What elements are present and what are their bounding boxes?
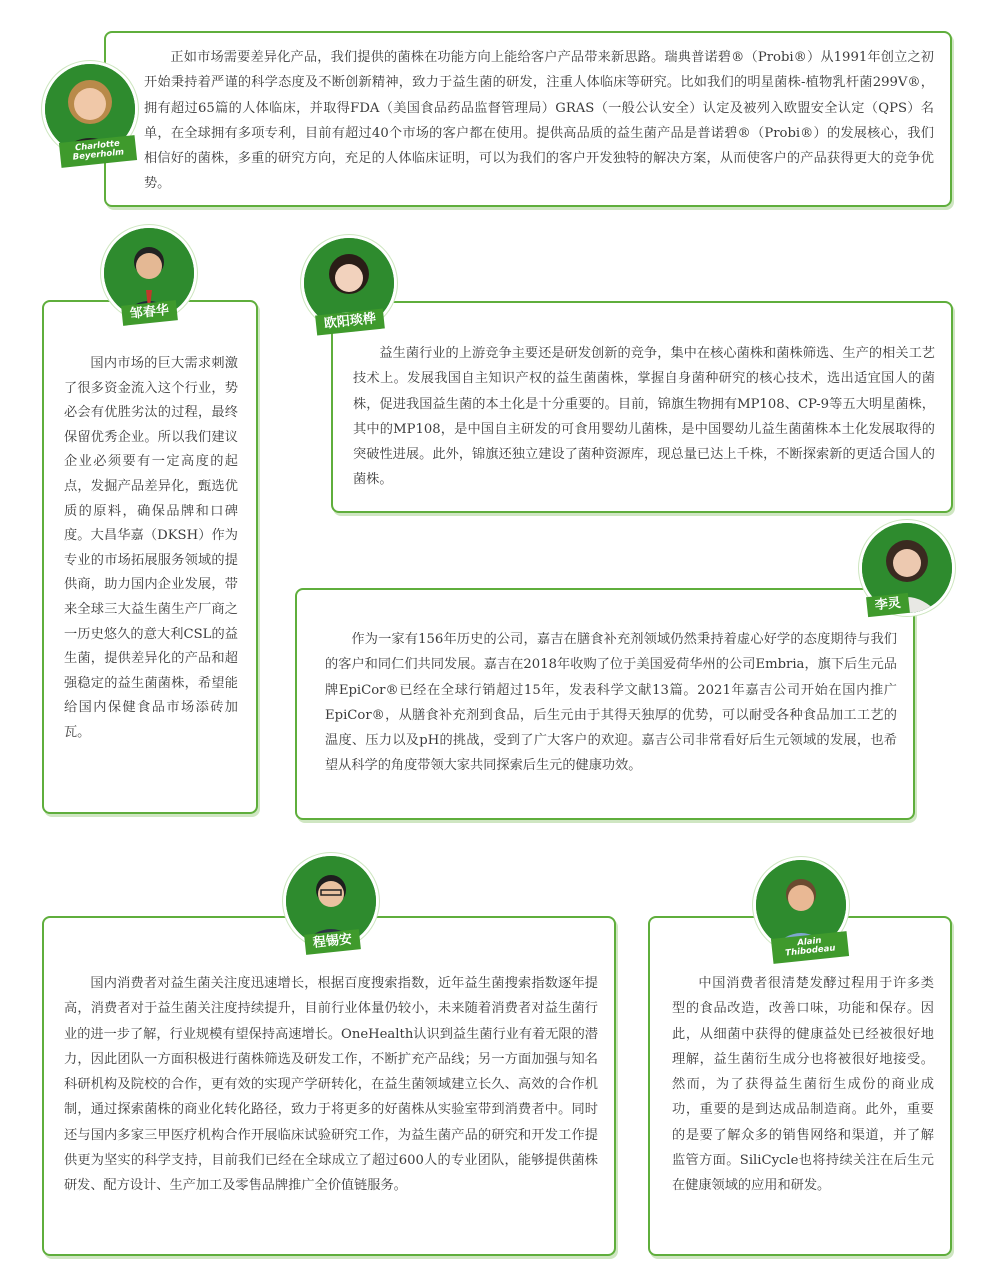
name-tag-charlotte: Charlotte Beyerholm: [59, 135, 137, 167]
name-tag-ouyang: 欧阳琰桦: [315, 309, 385, 336]
quote-text: 正如市场需要差异化产品，我们提供的菌株在功能方向上能给客户产品带来新思路。瑞典普诺碧®（Probi®）从1991年创立之初开始秉持着严谨的科学态度及不断创新精神，致力于益生菌的研发，注重人体临床等研究。比如我们的明星菌株-植物乳杆菌299V®，拥有超过65篇的人体临床，并取得FDA（美国食品药品监督管理局）GRAS（一般公认安全）认定及被列入欧盟安全认定（QPS）名单，在全球拥有多项专利，目前有超过40个市场的客户都在使用。提供高品质的益生菌产品是普诺碧®（Probi®）的发展核心，我们相信好的菌株，多重的研究方向，充足的人体临床证明，可以为我们的客户开发独特的解决方案，从而使客户的产品获得更大的竞争优势。: [144, 50, 934, 192]
quote-text: 益生菌行业的上游竞争主要还是研发创新的竞争，集中在核心菌株和菌株筛选、生产的相关工艺技术上。发展我国自主知识产权的益生菌菌株，掌握自身菌种研究的核心技术，选出适宜国人的菌株，促进我国益生菌的本土化是十分重要的。目前，锦旗生物拥有MP108、CP-9等五大明星菌株，其中的MP108，是中国自主研发的可食用婴幼儿菌株，是中国婴幼儿益生菌菌株本土化发展取得的突破性进展。此外，锦旗还独立建设了菌种资源库，现总量已达上千株，不断探索新的更适合国人的菌株。: [353, 346, 935, 488]
quote-text: 国内市场的巨大需求刺激了很多资金流入这个行业，势必会有优胜劣汰的过程，最终保留优秀企业。所以我们建议企业必须要有一定高度的起点，发掘产品差异化，甄选优质的原料，确保品牌和口碑度。大昌华嘉（DKSH）作为专业的市场拓展服务领域的提供商，助力国内企业发展，带来全球三大益生菌生产厂商之一历史悠久的意大利CSL的益生菌，提供差异化的产品和超强稳定的益生菌菌株，希望能给国内保健食品市场添砖加瓦。: [64, 356, 238, 740]
name-tag-li: 李灵: [866, 593, 910, 618]
name-tag-alain: Alain Thibodeau: [771, 931, 849, 963]
quote-card-ouyang: [331, 301, 953, 513]
quote-card-zou: [42, 300, 258, 814]
quote-card-li: [295, 588, 915, 820]
quote-card-cheng: [42, 916, 616, 1256]
quote-text: 国内消费者对益生菌关注度迅速增长，根据百度搜索指数，近年益生菌搜索指数逐年提高，消费者对于益生菌关注度持续提升，目前行业体量仍较小，未来随着消费者对益生菌行业的进一步了解，行业规模有望保持高速增长。OneHealth认识到益生菌行业有着无限的潜力，因此团队一方面积极进行菌株筛选及研发工作，不断扩充产品线；另一方面加强与知名科研机构及院校的合作，更有效的实现产学研转化，在益生菌领域建立长久、高效的合作机制，通过探索菌株的商业化转化路径，致力于将更多的好菌株从实验室带到消费者中。同时还与国内多家三甲医疗机构合作开展临床试验研究工作，为益生菌产品的研究和开发工作提供更为坚实的科学支持，目前我们已经在全球成立了超过600人的专业团队，能够提供菌株研发、配方设计、生产加工及零售品牌推广全价值链服务。: [64, 976, 598, 1194]
quote-text: 中国消费者很清楚发酵过程用于许多类型的食品改造，改善口味，功能和保存。因此，从细菌中获得的健康益处已经被很好地理解，益生菌衍生成分也将被很好地接受。然而，为了获得益生菌衍生成份的商业成功，重要的是到达成品制造商。此外，重要的是要了解众多的销售网络和渠道，并了解监管方面。SiliCycle也将持续关注在后生元在健康领域的应用和研发。: [672, 976, 934, 1194]
name-tag-cheng: 程锡安: [304, 929, 361, 955]
quote-card-charlotte: [104, 31, 952, 207]
quote-card-alain: [648, 916, 952, 1256]
name-tag-zou: 邹春华: [121, 300, 178, 326]
quote-text: 作为一家有156年历史的公司，嘉吉在膳食补充剂领域仍然秉持着虚心好学的态度期待与我们的客户和同仁们共同发展。嘉吉在2018年收购了位于美国爱荷华州的公司Embria，旗下后生元品牌EpiCor®已经在全球行销超过15年，发表科学文献13篇。2021年嘉吉公司开始在国内推广EpiCor®，从膳食补充剂到食品，后生元由于其得天独厚的优势，可以耐受各种食品加工工艺的温度、压力以及pH的挑战，受到了广大客户的欢迎。嘉吉公司非常看好后生元领域的发展，也希望从科学的角度带领大家共同探索后生元的健康功效。: [325, 632, 897, 774]
